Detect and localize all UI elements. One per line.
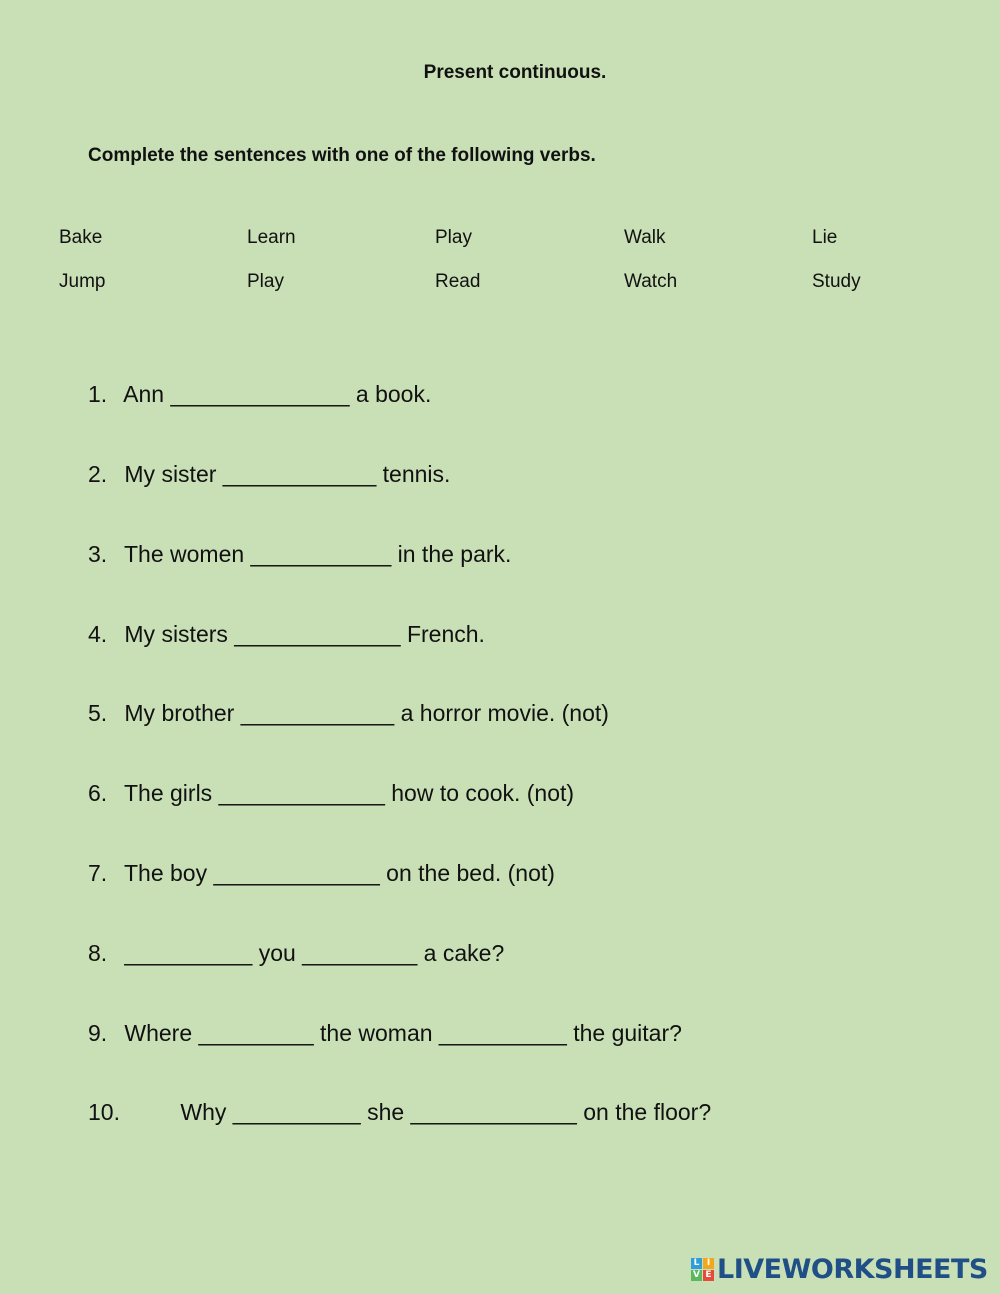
verb-item: Bake: [59, 227, 103, 248]
exercise-sentence: Ann ______________ a book.: [123, 381, 432, 407]
exercise-number: 9.: [88, 1020, 108, 1046]
logo-letter-v: V: [691, 1270, 702, 1281]
page-title: Present continuous.: [423, 62, 607, 83]
verb-item: Jump: [59, 271, 106, 292]
exercise-item: [88, 461, 450, 488]
exercise-item: [88, 860, 555, 887]
verb-item: Read: [435, 271, 481, 292]
exercise-sentence: The boy _____________ on the bed. (not): [123, 860, 555, 886]
exercise-number: 5.: [88, 700, 108, 726]
exercise-number: 7.: [88, 860, 108, 886]
logo-text: LIVEWORKSHEETS: [717, 1253, 988, 1285]
verb-item: Walk: [624, 227, 666, 248]
exercise-number: 2.: [88, 461, 108, 487]
exercise-sentence: The women ___________ in the park.: [123, 541, 512, 567]
exercise-number: 1.: [88, 381, 108, 407]
logo-letter-l: L: [691, 1258, 702, 1269]
logo-letter-e: E: [703, 1270, 714, 1281]
exercise-number: 3.: [88, 541, 108, 567]
exercise-sentence: The girls _____________ how to cook. (not): [123, 780, 575, 806]
verb-item: Lie: [812, 227, 838, 248]
verb-item: Learn: [247, 227, 296, 248]
logo-letter-i: I: [703, 1258, 714, 1269]
verb-item: Study: [812, 271, 861, 292]
exercise-item: [88, 621, 485, 648]
exercise-item: [88, 1099, 711, 1126]
exercise-item: [88, 700, 609, 727]
exercise-item: [88, 381, 431, 408]
verb-item: Play: [435, 227, 472, 248]
exercise-number: 8.: [88, 940, 108, 966]
exercise-sentence: My sisters _____________ French.: [124, 621, 485, 647]
verb-item: Play: [247, 271, 284, 292]
instructions: Complete the sentences with one of the following verbs.: [88, 145, 596, 166]
exercise-sentence: My brother ____________ a horror movie. (not): [124, 700, 609, 726]
exercise-sentence: __________ you _________ a cake?: [124, 940, 505, 966]
exercise-sentence: Why __________ she _____________ on the floor?: [180, 1099, 712, 1125]
liveworksheets-logo[interactable]: [691, 1254, 988, 1284]
exercise-item: [88, 1020, 682, 1047]
exercise-number: 4.: [88, 621, 108, 647]
exercise-item: [88, 541, 511, 568]
exercise-number: 10.: [88, 1099, 120, 1125]
logo-mark-icon: [691, 1258, 714, 1281]
exercise-number: 6.: [88, 780, 108, 806]
exercise-sentence: Where _________ the woman __________ the guitar?: [124, 1020, 682, 1046]
exercise-sentence: My sister ____________ tennis.: [124, 461, 451, 487]
exercise-item: [88, 940, 504, 967]
verb-item: Watch: [624, 271, 678, 292]
exercise-item: [88, 780, 574, 807]
